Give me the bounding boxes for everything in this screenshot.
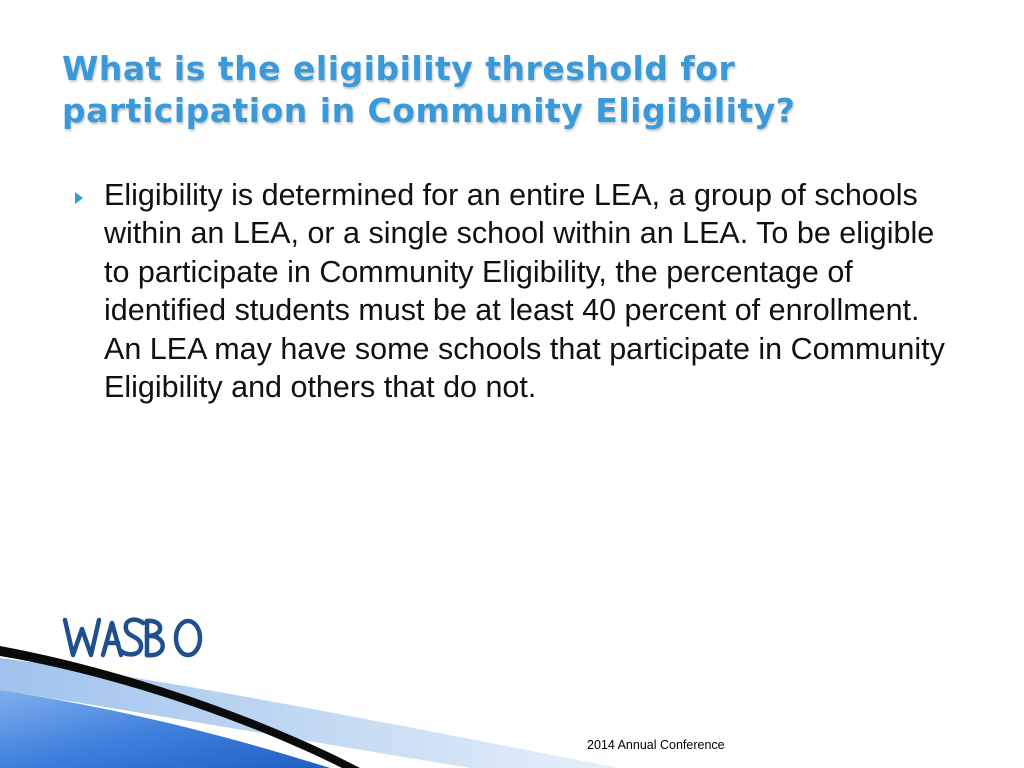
slide-title: What is the eligibility threshold for participation in Community Eligibility? xyxy=(62,49,796,130)
bullet-text: Eligibility is determined for an entire LEA, a group of schools within an LEA, or a single school within an LEA. To be eligible to participate in Community Eligibility, the percentage of identified students must be at least 40 percent of enrollment. An LEA may have some schools that participate in Community Eligibility and others that do not. xyxy=(104,178,945,405)
footer-text: 2014 Annual Conference xyxy=(587,738,725,752)
